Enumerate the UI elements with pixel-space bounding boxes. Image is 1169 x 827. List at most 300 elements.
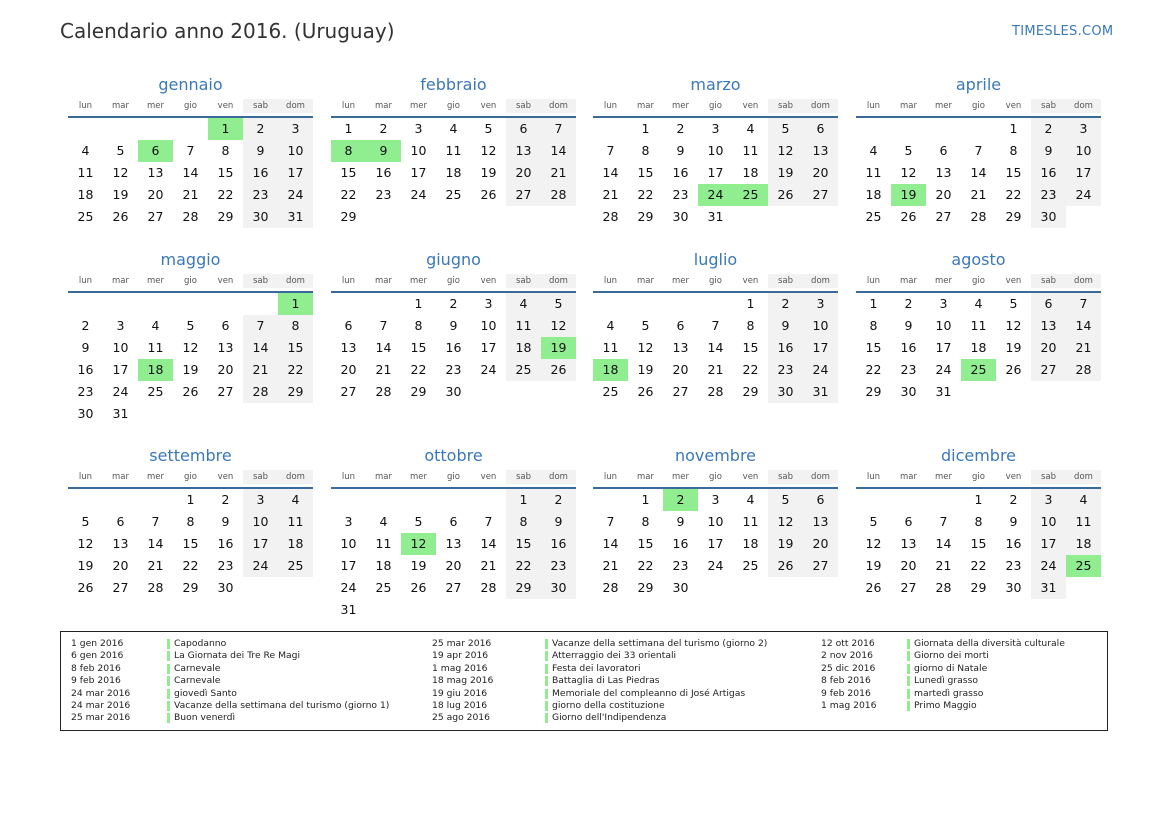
day-cell[interactable]: 19 <box>112 187 129 202</box>
day-cell[interactable]: 2 <box>449 296 458 311</box>
day-cell[interactable]: 27 <box>506 184 541 206</box>
holiday-day[interactable]: 19 <box>891 184 926 206</box>
day-cell[interactable]: 24 <box>278 184 313 206</box>
day-cell[interactable]: 2 <box>1031 118 1066 140</box>
day-cell[interactable]: 20 <box>900 558 917 573</box>
day-cell[interactable]: 13 <box>112 536 129 551</box>
day-cell[interactable]: 23 <box>445 362 462 377</box>
holiday-day[interactable]: 24 <box>698 184 733 206</box>
day-cell[interactable]: 20 <box>803 533 838 555</box>
day-cell[interactable]: 4 <box>506 293 541 315</box>
day-cell[interactable]: 17 <box>1031 533 1066 555</box>
day-cell[interactable]: 8 <box>414 318 423 333</box>
day-cell[interactable]: 14 <box>147 536 164 551</box>
day-cell[interactable]: 26 <box>637 384 654 399</box>
day-cell[interactable]: 27 <box>112 580 129 595</box>
day-cell[interactable]: 1 <box>641 121 650 136</box>
day-cell[interactable]: 3 <box>344 514 353 529</box>
day-cell[interactable]: 18 <box>445 165 462 180</box>
day-cell[interactable]: 2 <box>379 121 388 136</box>
day-cell[interactable]: 13 <box>217 340 234 355</box>
day-cell[interactable]: 26 <box>865 580 882 595</box>
day-cell[interactable]: 11 <box>506 315 541 337</box>
day-cell[interactable]: 10 <box>410 143 427 158</box>
day-cell[interactable]: 4 <box>746 492 755 507</box>
day-cell[interactable]: 12 <box>768 511 803 533</box>
day-cell[interactable]: 5 <box>81 514 90 529</box>
day-cell[interactable]: 26 <box>77 580 94 595</box>
day-cell[interactable]: 22 <box>742 362 759 377</box>
day-cell[interactable]: 11 <box>742 143 759 158</box>
day-cell[interactable]: 21 <box>1066 337 1101 359</box>
day-cell[interactable]: 31 <box>1031 577 1066 599</box>
day-cell[interactable]: 23 <box>375 187 392 202</box>
day-cell[interactable]: 28 <box>182 209 199 224</box>
day-cell[interactable]: 18 <box>970 340 987 355</box>
day-cell[interactable]: 5 <box>1009 296 1018 311</box>
day-cell[interactable]: 6 <box>449 514 458 529</box>
day-cell[interactable]: 9 <box>243 140 278 162</box>
day-cell[interactable]: 29 <box>1005 209 1022 224</box>
day-cell[interactable]: 3 <box>711 121 720 136</box>
day-cell[interactable]: 4 <box>869 143 878 158</box>
day-cell[interactable]: 4 <box>278 489 313 511</box>
day-cell[interactable]: 17 <box>278 162 313 184</box>
day-cell[interactable]: 26 <box>768 184 803 206</box>
day-cell[interactable]: 13 <box>147 165 164 180</box>
day-cell[interactable]: 24 <box>803 359 838 381</box>
day-cell[interactable]: 4 <box>1066 489 1101 511</box>
day-cell[interactable]: 2 <box>676 121 685 136</box>
day-cell[interactable]: 13 <box>900 536 917 551</box>
day-cell[interactable]: 6 <box>939 143 948 158</box>
day-cell[interactable]: 9 <box>541 511 576 533</box>
day-cell[interactable]: 9 <box>1009 514 1018 529</box>
day-cell[interactable]: 7 <box>974 143 983 158</box>
day-cell[interactable]: 9 <box>449 318 458 333</box>
day-cell[interactable]: 29 <box>970 580 987 595</box>
day-cell[interactable]: 2 <box>221 492 230 507</box>
day-cell[interactable]: 1 <box>641 492 650 507</box>
day-cell[interactable]: 1 <box>506 489 541 511</box>
holiday-day[interactable]: 6 <box>138 140 173 162</box>
day-cell[interactable]: 21 <box>707 362 724 377</box>
day-cell[interactable]: 8 <box>869 318 878 333</box>
day-cell[interactable]: 14 <box>541 140 576 162</box>
holiday-day[interactable]: 25 <box>1066 555 1101 577</box>
day-cell[interactable]: 11 <box>445 143 462 158</box>
day-cell[interactable]: 28 <box>970 209 987 224</box>
day-cell[interactable]: 22 <box>970 558 987 573</box>
day-cell[interactable]: 8 <box>1009 143 1018 158</box>
day-cell[interactable]: 14 <box>182 165 199 180</box>
day-cell[interactable]: 15 <box>637 165 654 180</box>
day-cell[interactable]: 8 <box>641 143 650 158</box>
day-cell[interactable]: 18 <box>742 165 759 180</box>
day-cell[interactable]: 11 <box>278 511 313 533</box>
holiday-day[interactable]: 9 <box>366 140 401 162</box>
day-cell[interactable]: 29 <box>506 577 541 599</box>
day-cell[interactable]: 8 <box>974 514 983 529</box>
day-cell[interactable]: 11 <box>970 318 987 333</box>
day-cell[interactable]: 29 <box>637 209 654 224</box>
day-cell[interactable]: 24 <box>340 580 357 595</box>
day-cell[interactable]: 23 <box>243 184 278 206</box>
day-cell[interactable]: 11 <box>375 536 392 551</box>
day-cell[interactable]: 14 <box>602 536 619 551</box>
holiday-day[interactable]: 1 <box>208 118 243 140</box>
day-cell[interactable]: 26 <box>541 359 576 381</box>
day-cell[interactable]: 24 <box>935 362 952 377</box>
day-cell[interactable]: 7 <box>151 514 160 529</box>
day-cell[interactable]: 20 <box>445 558 462 573</box>
day-cell[interactable]: 1 <box>869 296 878 311</box>
day-cell[interactable]: 8 <box>186 514 195 529</box>
day-cell[interactable]: 27 <box>935 209 952 224</box>
day-cell[interactable]: 31 <box>278 206 313 228</box>
day-cell[interactable]: 30 <box>243 206 278 228</box>
day-cell[interactable]: 16 <box>445 340 462 355</box>
day-cell[interactable]: 8 <box>746 318 755 333</box>
day-cell[interactable]: 17 <box>935 340 952 355</box>
day-cell[interactable]: 22 <box>865 362 882 377</box>
day-cell[interactable]: 23 <box>541 555 576 577</box>
day-cell[interactable]: 19 <box>410 558 427 573</box>
day-cell[interactable]: 4 <box>379 514 388 529</box>
day-cell[interactable]: 11 <box>1066 511 1101 533</box>
day-cell[interactable]: 14 <box>935 536 952 551</box>
day-cell[interactable]: 17 <box>707 165 724 180</box>
day-cell[interactable]: 17 <box>340 558 357 573</box>
day-cell[interactable]: 18 <box>506 337 541 359</box>
day-cell[interactable]: 7 <box>939 514 948 529</box>
day-cell[interactable]: 13 <box>672 340 689 355</box>
day-cell[interactable]: 24 <box>1031 555 1066 577</box>
day-cell[interactable]: 22 <box>637 187 654 202</box>
day-cell[interactable]: 25 <box>278 555 313 577</box>
day-cell[interactable]: 30 <box>445 384 462 399</box>
day-cell[interactable]: 12 <box>1005 318 1022 333</box>
day-cell[interactable]: 18 <box>77 187 94 202</box>
day-cell[interactable]: 26 <box>1005 362 1022 377</box>
day-cell[interactable]: 11 <box>742 514 759 529</box>
day-cell[interactable]: 17 <box>112 362 129 377</box>
day-cell[interactable]: 8 <box>221 143 230 158</box>
day-cell[interactable]: 23 <box>1031 184 1066 206</box>
day-cell[interactable]: 20 <box>506 162 541 184</box>
day-cell[interactable]: 16 <box>1031 162 1066 184</box>
day-cell[interactable]: 25 <box>147 384 164 399</box>
day-cell[interactable]: 22 <box>410 362 427 377</box>
site-link[interactable]: TIMESLES.COM <box>1012 24 1114 39</box>
day-cell[interactable]: 1 <box>344 121 353 136</box>
day-cell[interactable]: 14 <box>1066 315 1101 337</box>
day-cell[interactable]: 26 <box>112 209 129 224</box>
day-cell[interactable]: 15 <box>182 536 199 551</box>
day-cell[interactable]: 19 <box>637 362 654 377</box>
day-cell[interactable]: 3 <box>278 118 313 140</box>
day-cell[interactable]: 13 <box>803 511 838 533</box>
day-cell[interactable]: 3 <box>243 489 278 511</box>
day-cell[interactable]: 12 <box>900 165 917 180</box>
day-cell[interactable]: 4 <box>974 296 983 311</box>
holiday-day[interactable]: 25 <box>733 184 768 206</box>
day-cell[interactable]: 16 <box>77 362 94 377</box>
day-cell[interactable]: 1 <box>974 492 983 507</box>
day-cell[interactable]: 31 <box>803 381 838 403</box>
day-cell[interactable]: 2 <box>541 489 576 511</box>
day-cell[interactable]: 21 <box>375 362 392 377</box>
day-cell[interactable]: 16 <box>243 162 278 184</box>
day-cell[interactable]: 26 <box>480 187 497 202</box>
day-cell[interactable]: 26 <box>410 580 427 595</box>
day-cell[interactable]: 16 <box>672 536 689 551</box>
day-cell[interactable]: 31 <box>340 602 357 617</box>
day-cell[interactable]: 31 <box>935 384 952 399</box>
day-cell[interactable]: 1 <box>186 492 195 507</box>
day-cell[interactable]: 29 <box>217 209 234 224</box>
day-cell[interactable]: 12 <box>637 340 654 355</box>
day-cell[interactable]: 3 <box>939 296 948 311</box>
day-cell[interactable]: 23 <box>672 187 689 202</box>
day-cell[interactable]: 28 <box>1066 359 1101 381</box>
day-cell[interactable]: 5 <box>768 489 803 511</box>
day-cell[interactable]: 11 <box>147 340 164 355</box>
day-cell[interactable]: 29 <box>340 209 357 224</box>
day-cell[interactable]: 12 <box>541 315 576 337</box>
day-cell[interactable]: 2 <box>768 293 803 315</box>
day-cell[interactable]: 11 <box>602 340 619 355</box>
day-cell[interactable]: 22 <box>278 359 313 381</box>
day-cell[interactable]: 5 <box>641 318 650 333</box>
day-cell[interactable]: 27 <box>672 384 689 399</box>
day-cell[interactable]: 5 <box>768 118 803 140</box>
day-cell[interactable]: 12 <box>112 165 129 180</box>
day-cell[interactable]: 9 <box>676 514 685 529</box>
day-cell[interactable]: 4 <box>449 121 458 136</box>
day-cell[interactable]: 28 <box>375 384 392 399</box>
day-cell[interactable]: 20 <box>935 187 952 202</box>
day-cell[interactable]: 8 <box>278 315 313 337</box>
day-cell[interactable]: 9 <box>1031 140 1066 162</box>
day-cell[interactable]: 23 <box>900 362 917 377</box>
day-cell[interactable]: 24 <box>1066 184 1101 206</box>
day-cell[interactable]: 21 <box>182 187 199 202</box>
day-cell[interactable]: 10 <box>243 511 278 533</box>
day-cell[interactable]: 28 <box>602 209 619 224</box>
day-cell[interactable]: 4 <box>81 143 90 158</box>
holiday-day[interactable]: 1 <box>278 293 313 315</box>
day-cell[interactable]: 16 <box>900 340 917 355</box>
day-cell[interactable]: 22 <box>506 555 541 577</box>
day-cell[interactable]: 24 <box>480 362 497 377</box>
day-cell[interactable]: 6 <box>116 514 125 529</box>
day-cell[interactable]: 3 <box>414 121 423 136</box>
day-cell[interactable]: 29 <box>278 381 313 403</box>
day-cell[interactable]: 24 <box>112 384 129 399</box>
day-cell[interactable]: 28 <box>480 580 497 595</box>
day-cell[interactable]: 21 <box>602 558 619 573</box>
day-cell[interactable]: 2 <box>81 318 90 333</box>
day-cell[interactable]: 19 <box>768 162 803 184</box>
day-cell[interactable]: 15 <box>742 340 759 355</box>
day-cell[interactable]: 30 <box>541 577 576 599</box>
day-cell[interactable]: 18 <box>742 536 759 551</box>
day-cell[interactable]: 23 <box>77 384 94 399</box>
day-cell[interactable]: 28 <box>541 184 576 206</box>
day-cell[interactable]: 27 <box>217 384 234 399</box>
day-cell[interactable]: 10 <box>1031 511 1066 533</box>
day-cell[interactable]: 30 <box>1031 206 1066 228</box>
day-cell[interactable]: 26 <box>900 209 917 224</box>
day-cell[interactable]: 17 <box>410 165 427 180</box>
day-cell[interactable]: 18 <box>278 533 313 555</box>
day-cell[interactable]: 9 <box>904 318 913 333</box>
day-cell[interactable]: 21 <box>970 187 987 202</box>
day-cell[interactable]: 13 <box>803 140 838 162</box>
day-cell[interactable]: 13 <box>935 165 952 180</box>
day-cell[interactable]: 6 <box>221 318 230 333</box>
day-cell[interactable]: 27 <box>803 184 838 206</box>
day-cell[interactable]: 10 <box>1066 140 1101 162</box>
day-cell[interactable]: 23 <box>672 558 689 573</box>
day-cell[interactable]: 6 <box>1031 293 1066 315</box>
day-cell[interactable]: 3 <box>803 293 838 315</box>
day-cell[interactable]: 1 <box>746 296 755 311</box>
day-cell[interactable]: 14 <box>243 337 278 359</box>
day-cell[interactable]: 26 <box>182 384 199 399</box>
day-cell[interactable]: 10 <box>278 140 313 162</box>
day-cell[interactable]: 2 <box>243 118 278 140</box>
day-cell[interactable]: 11 <box>865 165 882 180</box>
day-cell[interactable]: 9 <box>768 315 803 337</box>
day-cell[interactable]: 9 <box>81 340 90 355</box>
day-cell[interactable]: 21 <box>541 162 576 184</box>
day-cell[interactable]: 16 <box>541 533 576 555</box>
holiday-day[interactable]: 12 <box>401 533 436 555</box>
day-cell[interactable]: 14 <box>970 165 987 180</box>
day-cell[interactable]: 3 <box>116 318 125 333</box>
day-cell[interactable]: 22 <box>1005 187 1022 202</box>
day-cell[interactable]: 12 <box>182 340 199 355</box>
day-cell[interactable]: 16 <box>672 165 689 180</box>
day-cell[interactable]: 29 <box>637 580 654 595</box>
day-cell[interactable]: 7 <box>1066 293 1101 315</box>
day-cell[interactable]: 1 <box>1009 121 1018 136</box>
day-cell[interactable]: 14 <box>707 340 724 355</box>
day-cell[interactable]: 19 <box>182 362 199 377</box>
day-cell[interactable]: 5 <box>116 143 125 158</box>
day-cell[interactable]: 27 <box>147 209 164 224</box>
day-cell[interactable]: 18 <box>375 558 392 573</box>
day-cell[interactable]: 15 <box>637 536 654 551</box>
day-cell[interactable]: 19 <box>1005 340 1022 355</box>
day-cell[interactable]: 7 <box>186 143 195 158</box>
day-cell[interactable]: 6 <box>904 514 913 529</box>
holiday-day[interactable]: 18 <box>138 359 173 381</box>
day-cell[interactable]: 20 <box>112 558 129 573</box>
holiday-day[interactable]: 2 <box>663 489 698 511</box>
day-cell[interactable]: 6 <box>803 489 838 511</box>
day-cell[interactable]: 29 <box>742 384 759 399</box>
day-cell[interactable]: 25 <box>602 384 619 399</box>
day-cell[interactable]: 11 <box>77 165 94 180</box>
day-cell[interactable]: 30 <box>77 406 94 421</box>
day-cell[interactable]: 25 <box>742 558 759 573</box>
day-cell[interactable]: 28 <box>243 381 278 403</box>
day-cell[interactable]: 6 <box>344 318 353 333</box>
day-cell[interactable]: 25 <box>865 209 882 224</box>
day-cell[interactable]: 27 <box>1031 359 1066 381</box>
day-cell[interactable]: 7 <box>541 118 576 140</box>
day-cell[interactable]: 13 <box>340 340 357 355</box>
day-cell[interactable]: 17 <box>1066 162 1101 184</box>
holiday-day[interactable]: 8 <box>331 140 366 162</box>
day-cell[interactable]: 19 <box>77 558 94 573</box>
day-cell[interactable]: 6 <box>506 118 541 140</box>
day-cell[interactable]: 25 <box>506 359 541 381</box>
day-cell[interactable]: 22 <box>182 558 199 573</box>
day-cell[interactable]: 10 <box>480 318 497 333</box>
day-cell[interactable]: 5 <box>541 293 576 315</box>
day-cell[interactable]: 20 <box>1031 337 1066 359</box>
day-cell[interactable]: 12 <box>768 140 803 162</box>
day-cell[interactable]: 20 <box>217 362 234 377</box>
day-cell[interactable]: 3 <box>484 296 493 311</box>
day-cell[interactable]: 15 <box>340 165 357 180</box>
day-cell[interactable]: 12 <box>77 536 94 551</box>
day-cell[interactable]: 15 <box>970 536 987 551</box>
day-cell[interactable]: 20 <box>340 362 357 377</box>
day-cell[interactable]: 29 <box>865 384 882 399</box>
day-cell[interactable]: 27 <box>445 580 462 595</box>
day-cell[interactable]: 30 <box>217 580 234 595</box>
day-cell[interactable]: 23 <box>768 359 803 381</box>
day-cell[interactable]: 12 <box>865 536 882 551</box>
day-cell[interactable]: 15 <box>1005 165 1022 180</box>
day-cell[interactable]: 6 <box>676 318 685 333</box>
day-cell[interactable]: 26 <box>768 555 803 577</box>
day-cell[interactable]: 4 <box>606 318 615 333</box>
day-cell[interactable]: 3 <box>1066 118 1101 140</box>
day-cell[interactable]: 5 <box>484 121 493 136</box>
day-cell[interactable]: 15 <box>865 340 882 355</box>
day-cell[interactable]: 7 <box>606 514 615 529</box>
day-cell[interactable]: 30 <box>1005 580 1022 595</box>
day-cell[interactable]: 10 <box>707 514 724 529</box>
day-cell[interactable]: 14 <box>375 340 392 355</box>
day-cell[interactable]: 30 <box>672 209 689 224</box>
day-cell[interactable]: 14 <box>480 536 497 551</box>
day-cell[interactable]: 13 <box>1031 315 1066 337</box>
day-cell[interactable]: 30 <box>768 381 803 403</box>
day-cell[interactable]: 28 <box>602 580 619 595</box>
day-cell[interactable]: 9 <box>676 143 685 158</box>
day-cell[interactable]: 24 <box>410 187 427 202</box>
day-cell[interactable]: 25 <box>445 187 462 202</box>
day-cell[interactable]: 6 <box>803 118 838 140</box>
day-cell[interactable]: 7 <box>484 514 493 529</box>
day-cell[interactable]: 17 <box>480 340 497 355</box>
day-cell[interactable]: 22 <box>637 558 654 573</box>
day-cell[interactable]: 3 <box>1031 489 1066 511</box>
day-cell[interactable]: 19 <box>768 533 803 555</box>
day-cell[interactable]: 17 <box>803 337 838 359</box>
day-cell[interactable]: 16 <box>217 536 234 551</box>
day-cell[interactable]: 10 <box>112 340 129 355</box>
day-cell[interactable]: 22 <box>340 187 357 202</box>
holiday-day[interactable]: 18 <box>593 359 628 381</box>
